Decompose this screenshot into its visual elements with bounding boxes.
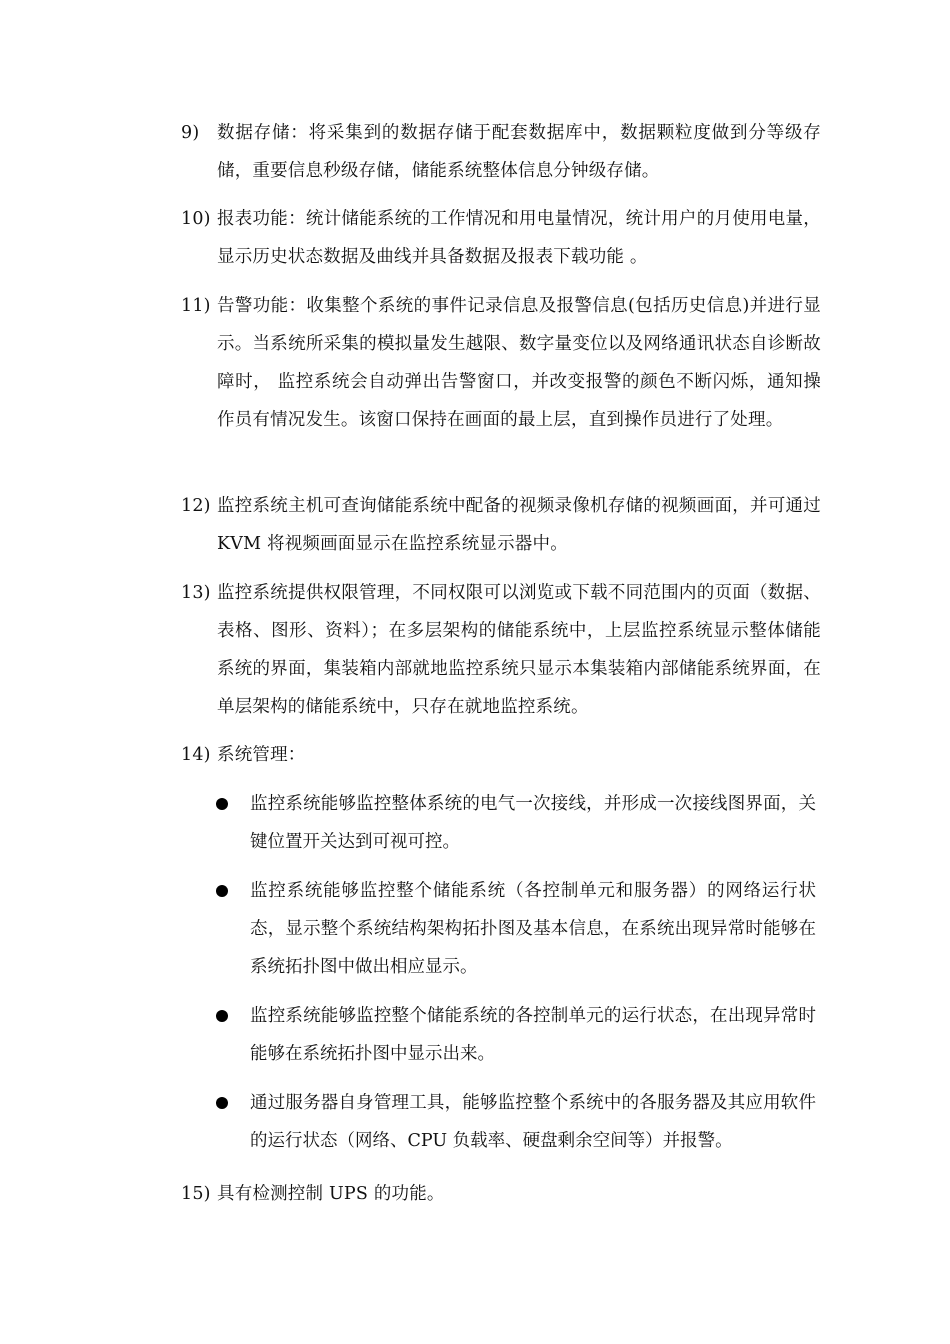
item-number: 10) — [181, 209, 211, 229]
bullet-dot-icon — [216, 885, 228, 897]
bullet-item — [216, 997, 816, 1073]
list-item-11 — [181, 287, 821, 439]
list-item-12 — [181, 487, 821, 563]
list-item-15 — [181, 1175, 821, 1213]
bullet-text: 通过服务器自身管理工具，能够监控整个系统中的各服务器及其应用软件的运行状态（网络、CPU 负载率、硬盘剩余空间等）并报警。 — [250, 1093, 816, 1151]
item-text: 监控系统主机可查询储能系统中配备的视频录像机存储的视频画面，并可通过 KVM 将视频画面显示在监控系统显示器中。 — [217, 496, 821, 554]
list-item-13 — [181, 574, 821, 726]
bullet-item — [216, 872, 816, 986]
item-number: 11) — [181, 296, 211, 316]
list-item-9 — [181, 114, 821, 190]
item-number: 14) — [181, 745, 211, 765]
list-item-10 — [181, 200, 821, 276]
bullet-text: 监控系统能够监控整个储能系统的各控制单元的运行状态，在出现异常时能够在系统拓扑图中显示出来。 — [250, 1006, 816, 1064]
bullet-dot-icon — [216, 1010, 228, 1022]
bullet-item — [216, 1084, 816, 1160]
item-text: 告警功能：收集整个系统的事件记录信息及报警信息(包括历史信息)并进行显示。当系统所采集的模拟量发生越限、数字量变位以及网络通讯状态自诊断故障时， 监控系统会自动弹出告警窗口，并改变报警的颜色不断闪烁，通知操作员有情况发生。该窗口保持在画面的最上层，直到操作员进行了处理。 — [217, 296, 821, 430]
item-text: 具有检测控制 UPS 的功能。 — [217, 1184, 445, 1204]
item-number: 15) — [181, 1184, 211, 1204]
item-text: 系统管理： — [217, 745, 306, 765]
list-item-14 — [181, 736, 821, 774]
item-number: 13) — [181, 583, 211, 603]
item-text: 报表功能：统计储能系统的工作情况和用电量情况，统计用户的月使用电量，显示历史状态数据及曲线并具备数据及报表下载功能 。 — [217, 209, 821, 267]
item-text: 数据存储：将采集到的数据存储于配套数据库中，数据颗粒度做到分等级存储，重要信息秒级存储，储能系统整体信息分钟级存储。 — [217, 123, 821, 181]
bullet-item — [216, 785, 816, 861]
bullet-dot-icon — [216, 1097, 228, 1109]
bullet-text: 监控系统能够监控整个储能系统（各控制单元和服务器）的网络运行状态，显示整个系统结构架构拓扑图及基本信息，在系统出现异常时能够在系统拓扑图中做出相应显示。 — [250, 881, 816, 977]
bullet-dot-icon — [216, 798, 228, 810]
item-text: 监控系统提供权限管理，不同权限可以浏览或下载不同范围内的页面（数据、表格、图形、资料）；在多层架构的储能系统中，上层监控系统显示整体储能系统的界面，集装箱内部就地监控系统只显示本集装箱内部储能系统界面，在单层架构的储能系统中，只存在就地监控系统。 — [217, 583, 821, 717]
bullet-text: 监控系统能够监控整体系统的电气一次接线，并形成一次接线图界面，关键位置开关达到可视可控。 — [250, 794, 816, 852]
item-number: 12) — [181, 496, 211, 516]
item-number: 9) — [181, 123, 200, 143]
